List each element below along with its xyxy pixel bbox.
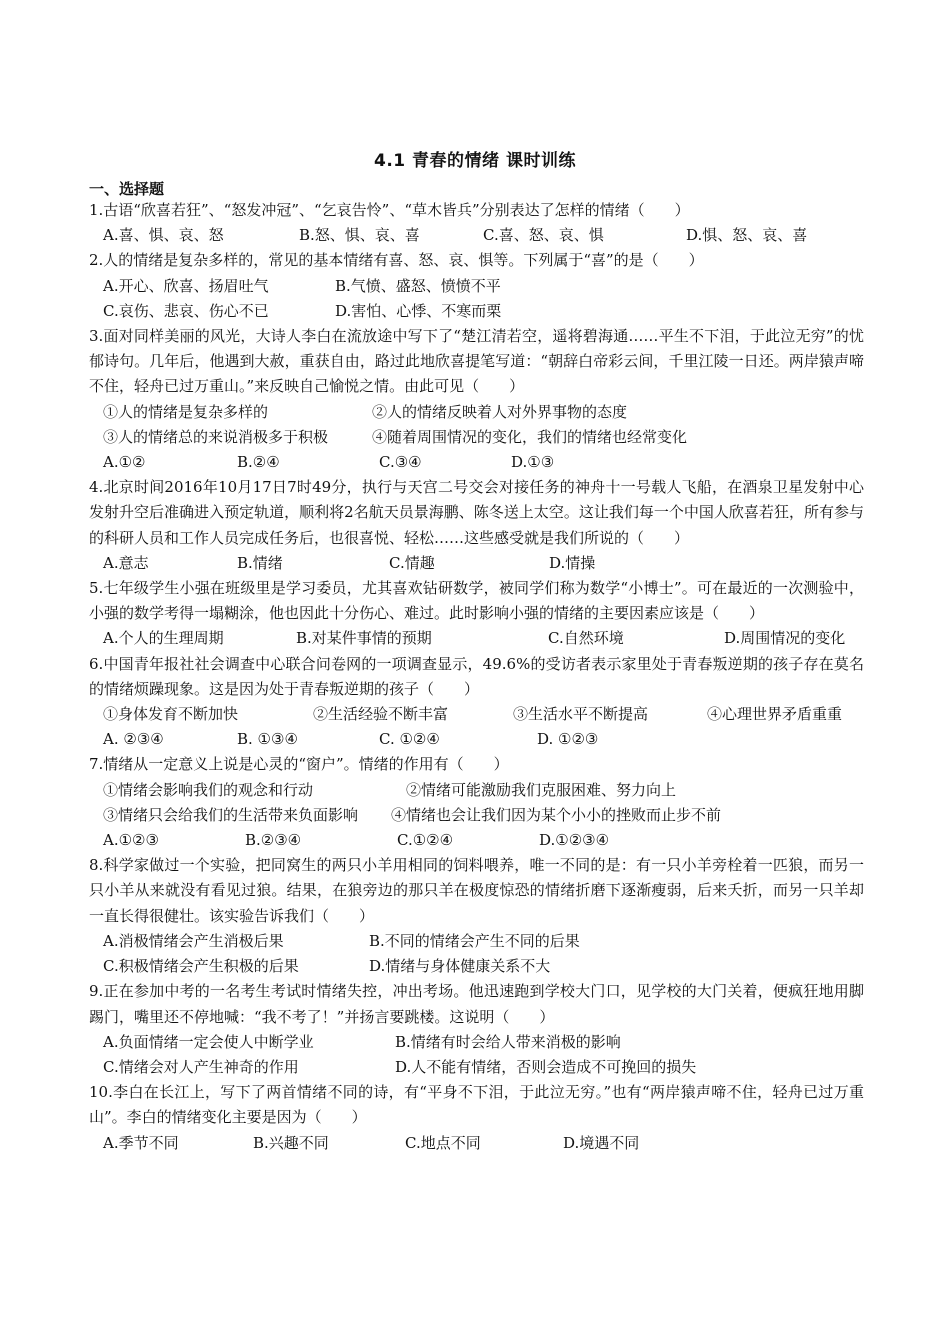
- option-c: C.情绪会对人产生神奇的作用: [103, 1057, 299, 1076]
- option-d: D.①③: [511, 453, 555, 472]
- question-stem: 4.北京时间2016年10月17日7时49分，执行与天宫二号交会对接任务的神舟十一号载人飞船，在酒泉卫星发射中心发射升空后准确进入预定轨道，顺利将2名航天员景海鹏、陈冬送上太空。这让我们每一个中国人欣喜若狂，所有参与的科研人员和工作人员完成任务后，也很喜悦、轻松……这些感受就是我们所说的（ ）: [89, 478, 864, 547]
- question-9: [89, 979, 864, 1080]
- option-c: C.积极情绪会产生积极的后果: [103, 957, 299, 976]
- option-c: C.①②④: [397, 831, 454, 850]
- question-stem: 10.李白在长江上，写下了两首情绪不同的诗，有“平身不下泪，于此泣无穷。”也有“两岸猿声啼不住，轻舟已过万重山”。李白的情绪变化主要是因为（ ）: [89, 1083, 864, 1127]
- option-d: D.害怕、心悸、不寒而栗: [335, 301, 502, 320]
- option-a: A. ②③④: [103, 730, 164, 749]
- option-row: [89, 626, 864, 651]
- question-7: [89, 752, 864, 853]
- question-list: [89, 198, 864, 1156]
- option-row: [89, 274, 864, 299]
- statement-1: ①人的情绪是复杂多样的: [103, 402, 269, 421]
- option-b: B.②④: [237, 453, 280, 472]
- option-row: [89, 727, 864, 752]
- question-5: [89, 576, 864, 652]
- option-c: C.地点不同: [405, 1133, 481, 1152]
- question-10: [89, 1080, 864, 1156]
- option-d: D. ①②③: [537, 730, 599, 749]
- statement-row: [89, 803, 864, 828]
- statement-row: [89, 702, 864, 727]
- option-a: A.意志: [103, 553, 149, 572]
- option-d: D.周围情况的变化: [724, 629, 846, 648]
- statement-3: ③人的情绪总的来说消极多于积极: [103, 427, 329, 446]
- option-d: D.惧、怒、哀、喜: [686, 226, 808, 245]
- statement-3: ③生活水平不断提高: [513, 705, 649, 724]
- option-b: B.怒、惧、哀、喜: [299, 226, 420, 245]
- option-d: D.①②③④: [539, 831, 610, 850]
- question-stem: 6.中国青年报社社会调查中心联合问卷网的一项调查显示，49.6%的受访者表示家里处于青春叛逆期的孩子存在莫名的情绪烦躁现象。这是因为处于青春叛逆期的孩子（ ）: [89, 654, 864, 698]
- page-title: 4.1 青春的情绪 课时训练: [374, 151, 576, 171]
- question-6: [89, 652, 864, 753]
- question-4: [89, 475, 864, 576]
- option-b: B.情绪: [237, 553, 283, 572]
- question-8: [89, 853, 864, 979]
- option-b: B.②③④: [245, 831, 302, 850]
- statement-1: ①情绪会影响我们的观念和行动: [103, 780, 314, 799]
- statement-row: [89, 425, 864, 450]
- option-a: A.负面情绪一定会使人中断学业: [103, 1032, 314, 1051]
- option-b: B. ①③④: [237, 730, 298, 749]
- option-a: A.个人的生理周期: [103, 629, 224, 648]
- statement-2: ②情绪可能激励我们克服困难、努力向上: [406, 780, 677, 799]
- option-row: [89, 551, 864, 576]
- question-stem: 8.科学家做过一个实验，把同窝生的两只小羊用相同的饲料喂养，唯一不同的是：有一只小羊旁栓着一匹狼，而另一只小羊从来就没有看见过狼。结果，在狼旁边的那只羊在极度惊恐的情绪折磨下逐渐瘦弱，后来夭折，而另一只羊却一直长得很健壮。该实验告诉我们（ ）: [89, 856, 864, 925]
- option-row: [89, 1030, 864, 1055]
- option-c: C.自然环境: [548, 629, 624, 648]
- option-b: B.气愤、盛怒、愤愤不平: [335, 276, 501, 295]
- statement-3: ③情绪只会给我们的生活带来负面影响: [103, 805, 359, 824]
- question-stem: 5.七年级学生小强在班级里是学习委员，尤其喜欢钻研数学，被同学们称为数学“小博士”。可在最近的一次测验中，小强的数学考得一塌糊涂，他也因此十分伤心、难过。此时影响小强的情绪的主要因素应该是（ ）: [89, 579, 864, 623]
- option-row: [89, 223, 864, 248]
- question-stem: 7.情绪从一定意义上说是心灵的“窗户”。情绪的作用有（ ）: [89, 755, 509, 774]
- question-stem: 9.正在参加中考的一名考生考试时情绪失控，冲出考场。他迅速跑到学校大门口，见学校的大门关着，便疯狂地用脚踢门，嘴里还不停地喊：“我不考了！”并扬言要跳楼。这说明（ ）: [89, 982, 864, 1026]
- question-1: [89, 198, 864, 248]
- statement-4: ④随着周围情况的变化，我们的情绪也经常变化: [372, 427, 688, 446]
- question-2: [89, 248, 864, 324]
- option-a: A.喜、惧、哀、怒: [103, 226, 224, 245]
- option-c: C. ①②④: [379, 730, 440, 749]
- statement-2: ②人的情绪反映着人对外界事物的态度: [372, 402, 628, 421]
- option-c: C.哀伤、悲哀、伤心不已: [103, 301, 269, 320]
- option-b: B.不同的情绪会产生不同的后果: [369, 931, 580, 950]
- option-d: D.境遇不同: [563, 1133, 640, 1152]
- statement-row: [89, 778, 864, 803]
- option-row: [89, 1055, 864, 1080]
- statement-1: ①身体发育不断加快: [103, 705, 239, 724]
- option-row: [89, 954, 864, 979]
- option-c: C.③④: [379, 453, 422, 472]
- option-a: A.①②: [103, 453, 146, 472]
- statement-4: ④情绪也会让我们因为某个小小的挫败而止步不前: [391, 805, 722, 824]
- statement-4: ④心理世界矛盾重重: [707, 705, 843, 724]
- option-c: C.喜、怒、哀、惧: [483, 226, 604, 245]
- option-d: D.人不能有情绪，否则会造成不可挽回的损失: [395, 1057, 697, 1076]
- option-row: [89, 450, 864, 475]
- question-stem: 1.古语“欣喜若狂”、“怒发冲冠”、“乞哀告怜”、“草木皆兵”分别表达了怎样的情绪（ ）: [89, 201, 690, 219]
- option-row: [89, 1131, 864, 1156]
- option-a: A.季节不同: [103, 1133, 179, 1152]
- option-row: [89, 929, 864, 954]
- statement-2: ②生活经验不断丰富: [313, 705, 449, 724]
- option-b: B.兴趣不同: [253, 1133, 329, 1152]
- option-b: B.对某件事情的预期: [296, 629, 432, 648]
- option-c: C.情趣: [389, 553, 435, 572]
- option-row: [89, 828, 864, 853]
- option-a: A.消极情绪会产生消极后果: [103, 931, 284, 950]
- option-d: D.情绪与身体健康关系不大: [369, 957, 551, 976]
- option-d: D.情操: [549, 553, 596, 572]
- section-heading: 一、选择题: [89, 180, 165, 198]
- option-a: A.①②③: [103, 831, 159, 850]
- option-a: A.开心、欣喜、扬眉吐气: [103, 276, 269, 295]
- option-row: [89, 299, 864, 324]
- question-3: [89, 324, 864, 475]
- option-b: B.情绪有时会给人带来消极的影响: [395, 1032, 621, 1051]
- question-stem: 2.人的情绪是复杂多样的，常见的基本情绪有喜、怒、哀、惧等。下列属于“喜”的是（ ）: [89, 251, 704, 270]
- statement-row: [89, 400, 864, 425]
- question-stem: 3.面对同样美丽的风光，大诗人李白在流放途中写下了“楚江清若空，遥将碧海通……平生不下泪，于此泣无穷”的忧郁诗句。几年后，他遇到大赦，重获自由，路过此地欣喜提笔写道：“朝辞白帝彩云间，千里江陵一日还。两岸猿声啼不住，轻舟已过万重山。”来反映自己愉悦之情。由此可见（ ）: [89, 327, 864, 396]
